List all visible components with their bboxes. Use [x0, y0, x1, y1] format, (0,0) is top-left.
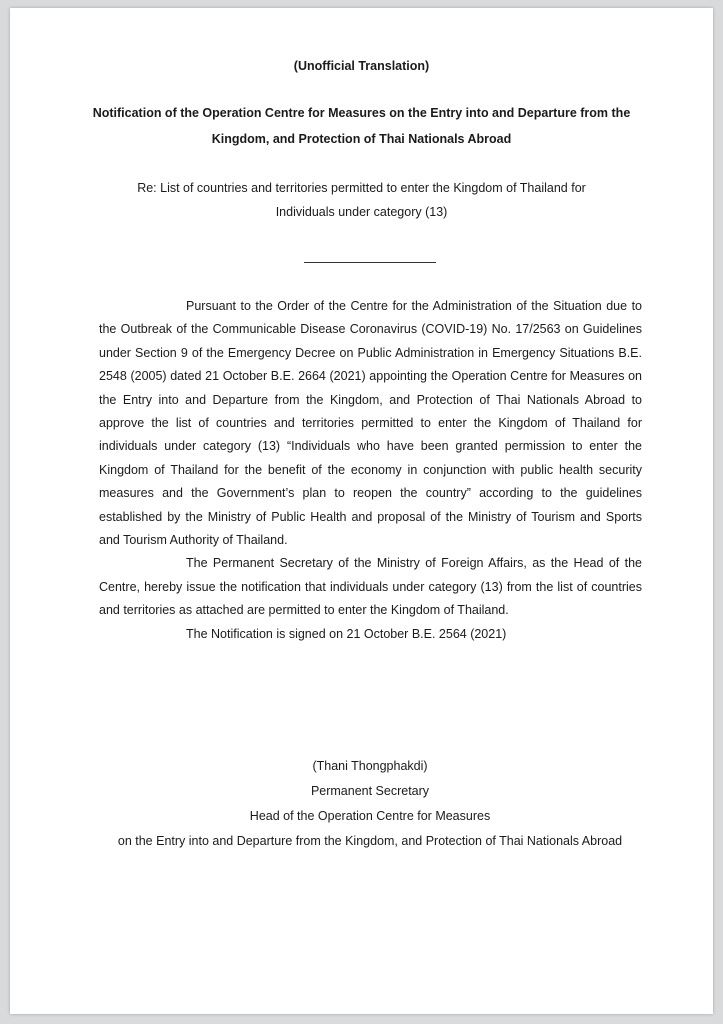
paragraph-order: Pursuant to the Order of the Centre for the Administration of the Situation due to the Outbreak of the Communicable Disease Coronavirus (COVID-19) No. 17/2563 on Guidelines under Section 9 of the Emergency Decree on Public Administration in Emergency Situations B.E. 2548 (2005) dated 21 October B.E. 2664 (2021) appointing the Operation Centre for Measures on the Entry into and Departure from the Kingdom, and Protection of Thai Nationals Abroad to approve the list of countries and territories permitted to enter the Kingdom of Thailand for individuals under category (13) “Individuals who have been granted permission to enter the Kingdom of Thailand for the benefit of the economy in conjunction with public health security measures and the Government’s plan to reopen the country” according to the guidelines established by the Ministry of Public Health and proposal of the Ministry of Tourism and Sports and Tourism Authority of Thailand. [99, 299, 642, 548]
translation-note: (Unofficial Translation) [293, 59, 430, 73]
signatory-name: (Thani Thongphakdi) [312, 759, 428, 773]
subject-line-1: Re: List of countries and territories permitted to enter the Kingdom of Thailand for [137, 181, 586, 195]
paragraph-notification: The Permanent Secretary of the Ministry of Foreign Affairs, as the Head of the Centre, hereby issue the notification that individuals under category (13) from the list of countries and territories as attached are permitted to enter the Kingdom of Thailand. [99, 556, 642, 618]
signature-block [0, 754, 723, 854]
signatory-position: Permanent Secretary [310, 784, 430, 798]
title-line-2: Kingdom, and Protection of Thai Nationals Abroad [211, 132, 512, 146]
signatory-role-line-1: Head of the Operation Centre for Measures [249, 809, 491, 823]
paragraph-signed-date: The Notification is signed on 21 October B.E. 2564 (2021) [186, 626, 507, 641]
title-line-1: Notification of the Operation Centre for Measures on the Entry into and Departure from the [92, 106, 631, 120]
subject-line-2: Individuals under category (13) [275, 205, 448, 219]
signatory-role-line-2: on the Entry into and Departure from the Kingdom, and Protection of Thai Nationals Abroad [117, 834, 623, 848]
divider-line [304, 262, 436, 263]
document-body [99, 295, 642, 646]
